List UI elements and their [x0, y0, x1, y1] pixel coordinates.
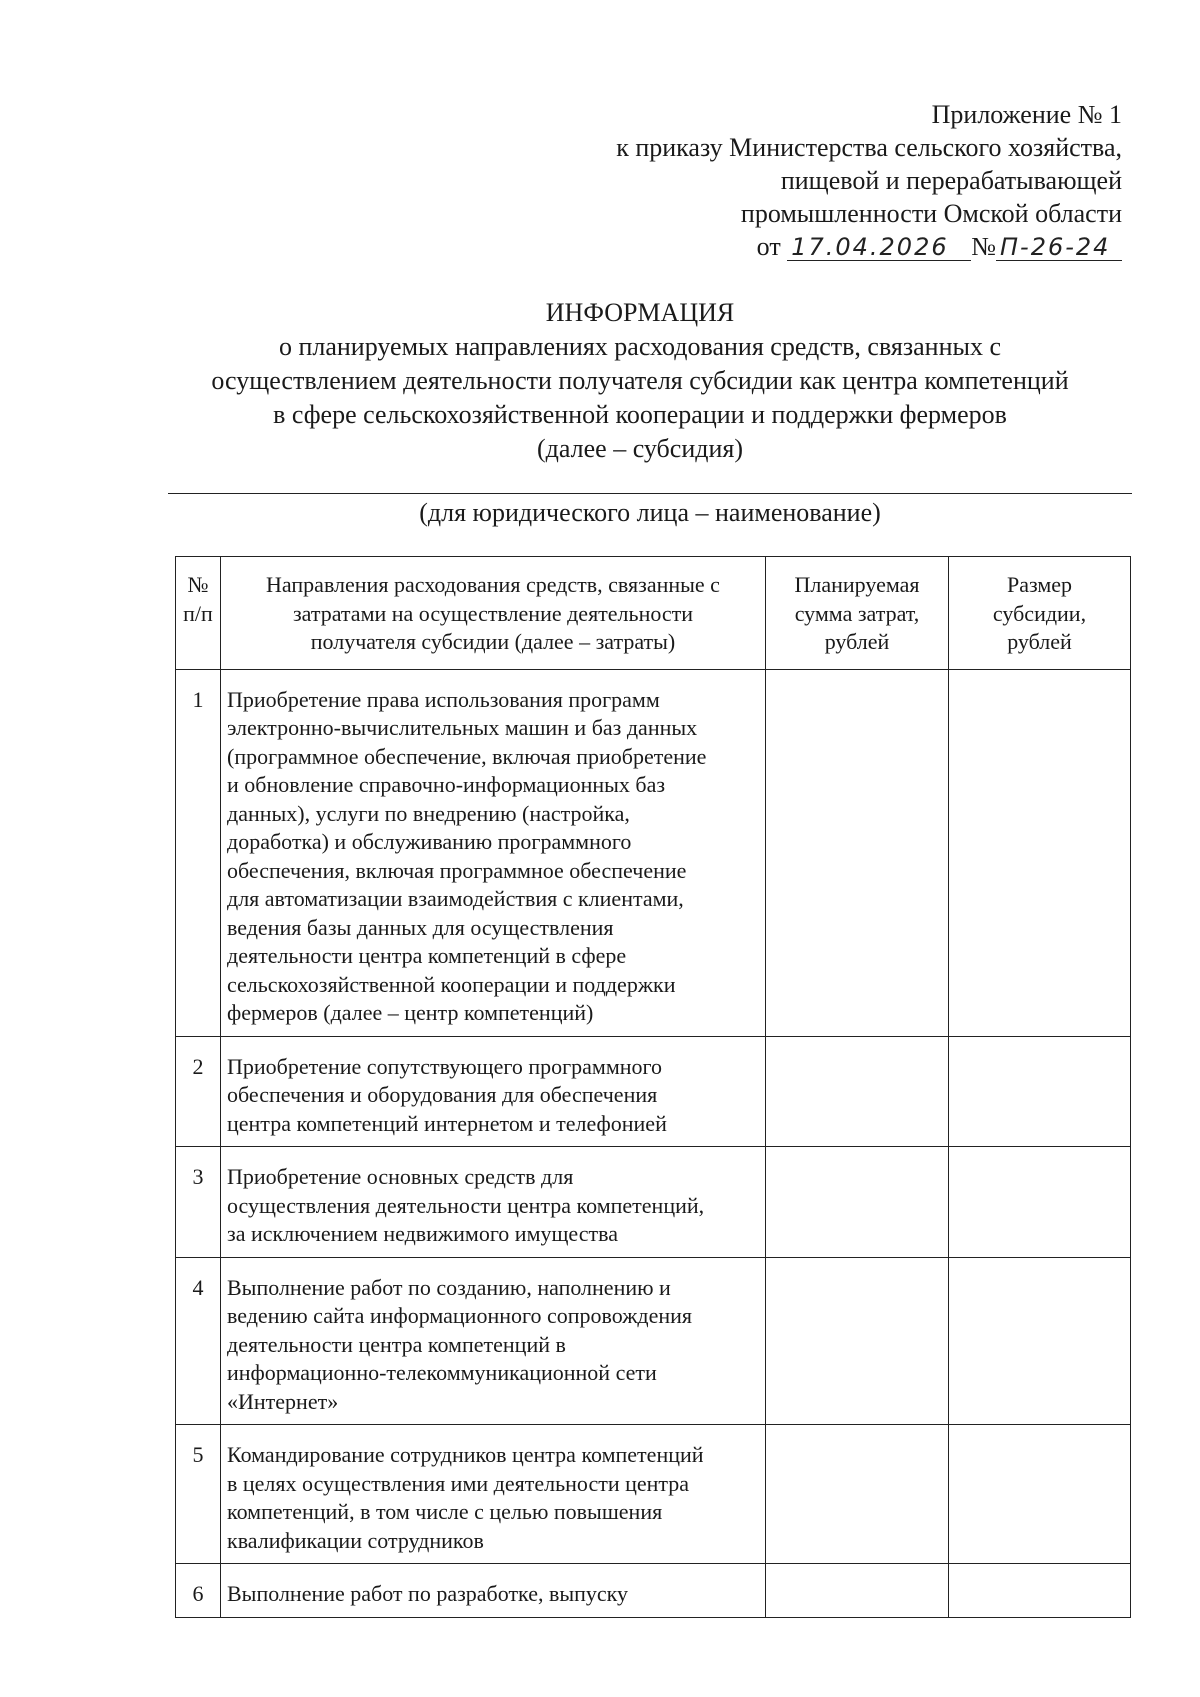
row-subsidy-amount [949, 1257, 1131, 1425]
table-header-row [176, 557, 1131, 670]
direction-line: обеспечения, включая программное обеспечение [227, 857, 687, 883]
direction-line: «Интернет» [227, 1388, 339, 1414]
name-fill-line [168, 493, 1132, 494]
row-subsidy-amount [949, 1425, 1131, 1564]
appendix-line: промышленности Омской области [740, 199, 1122, 228]
direction-line: ведению сайта информационного сопровождения [227, 1303, 693, 1328]
table-row [176, 669, 1131, 1036]
row-subsidy-amount [949, 669, 1131, 1036]
date-prefix: от [756, 232, 781, 261]
row-direction [221, 1425, 766, 1564]
direction-line: обеспечения и оборудования для обеспечения [227, 1082, 658, 1107]
direction-line: осуществления деятельности центра компетенций, [227, 1192, 705, 1218]
row-direction [221, 1257, 766, 1425]
handwritten-number: П-26-24 [996, 234, 1122, 261]
table-row [176, 1257, 1131, 1425]
title-line: в сфере сельскохозяйственной кооперации и поддержки фермеров [273, 400, 1007, 429]
header-planned: Планируемая сумма затрат, рублей [766, 557, 949, 670]
title-line: осуществлением деятельности получателя субсидии как центра компетенций [211, 366, 1069, 395]
title-line: (далее – субсидия) [536, 434, 743, 463]
name-caption: (для юридического лица – наименование) [419, 498, 881, 527]
table-body [176, 669, 1131, 1617]
direction-line: Приобретение права использования программ [227, 686, 660, 712]
direction-line: Приобретение основных средств для [227, 1164, 574, 1189]
direction-line: ведения базы данных для осуществления [227, 914, 614, 940]
row-subsidy-amount [949, 1036, 1131, 1147]
direction-line: компетенций, в том числе с целью повышения [227, 1499, 663, 1524]
row-subsidy-amount [949, 1147, 1131, 1258]
direction-line: центра компетенций интернетом и телефонией [227, 1110, 667, 1136]
row-direction [221, 669, 766, 1036]
number-prefix: № [971, 232, 996, 261]
direction-line: Выполнение работ по созданию, наполнению и [227, 1274, 671, 1300]
row-number: 4 [176, 1257, 221, 1425]
direction-line: для автоматизации взаимодействия с клиентами, [227, 886, 684, 911]
header-subsidy: Размер субсидии, рублей [949, 557, 1131, 670]
header-num: № п/п [176, 557, 221, 670]
table-row [176, 1425, 1131, 1564]
direction-line: Выполнение работ по разработке, выпуску [227, 1581, 629, 1606]
order-date-number-line [616, 230, 1122, 263]
direction-line: фермеров (далее – центр компетенций) [227, 1000, 594, 1025]
direction-line: за исключением недвижимого имущества [227, 1221, 618, 1246]
row-number: 3 [176, 1147, 221, 1258]
row-number: 2 [176, 1036, 221, 1147]
row-number: 1 [176, 669, 221, 1036]
direction-line: квалификации сотрудников [227, 1527, 484, 1553]
row-planned-amount [766, 669, 949, 1036]
row-direction [221, 1147, 766, 1258]
direction-line: Приобретение сопутствующего программного [227, 1053, 663, 1079]
title-line: о планируемых направлениях расходования средств, связанных с [278, 332, 1002, 361]
direction-line: деятельности центра компетенций в сфере [227, 943, 627, 968]
direction-line: электронно-вычислительных машин и баз данных [227, 715, 698, 740]
appendix-line: пищевой и перерабатывающей [780, 166, 1122, 195]
table-row [176, 1036, 1131, 1147]
direction-line: (программное обеспечение, включая приобретение [227, 743, 707, 769]
table-row [176, 1564, 1131, 1618]
expenses-table [175, 556, 1131, 1618]
direction-line: информационно-телекоммуникационной сети [227, 1360, 657, 1385]
handwritten-date: 17.04.2026 [787, 234, 971, 261]
row-number: 5 [176, 1425, 221, 1564]
title-heading: ИНФОРМАЦИЯ [545, 298, 735, 327]
direction-line: и обновление справочно-информационных баз [227, 772, 666, 797]
direction-line: доработка) и обслуживанию программного [227, 829, 632, 854]
row-subsidy-amount [949, 1564, 1131, 1618]
row-planned-amount [766, 1257, 949, 1425]
appendix-header [616, 98, 1122, 263]
row-planned-amount [766, 1147, 949, 1258]
document-title [150, 296, 1130, 466]
direction-line: Командирование сотрудников центра компетенций [227, 1442, 704, 1467]
row-planned-amount [766, 1425, 949, 1564]
direction-line: данных), услуги по внедрению (настройка, [227, 800, 630, 826]
row-number: 6 [176, 1564, 221, 1618]
direction-line: деятельности центра компетенций в [227, 1331, 566, 1357]
table-row [176, 1147, 1131, 1258]
direction-line: сельскохозяйственной кооперации и поддержки [227, 971, 676, 997]
row-direction [221, 1564, 766, 1618]
row-planned-amount [766, 1564, 949, 1618]
row-direction [221, 1036, 766, 1147]
direction-line: в целях осуществления ими деятельности центра [227, 1470, 690, 1496]
appendix-line: Приложение № 1 [931, 100, 1122, 129]
row-planned-amount [766, 1036, 949, 1147]
appendix-line: к приказу Министерства сельского хозяйства, [616, 133, 1122, 162]
header-direction: Направления расходования средств, связанные с затратами на осуществление деятельности получателя субсидии (далее – затраты) [221, 557, 766, 670]
